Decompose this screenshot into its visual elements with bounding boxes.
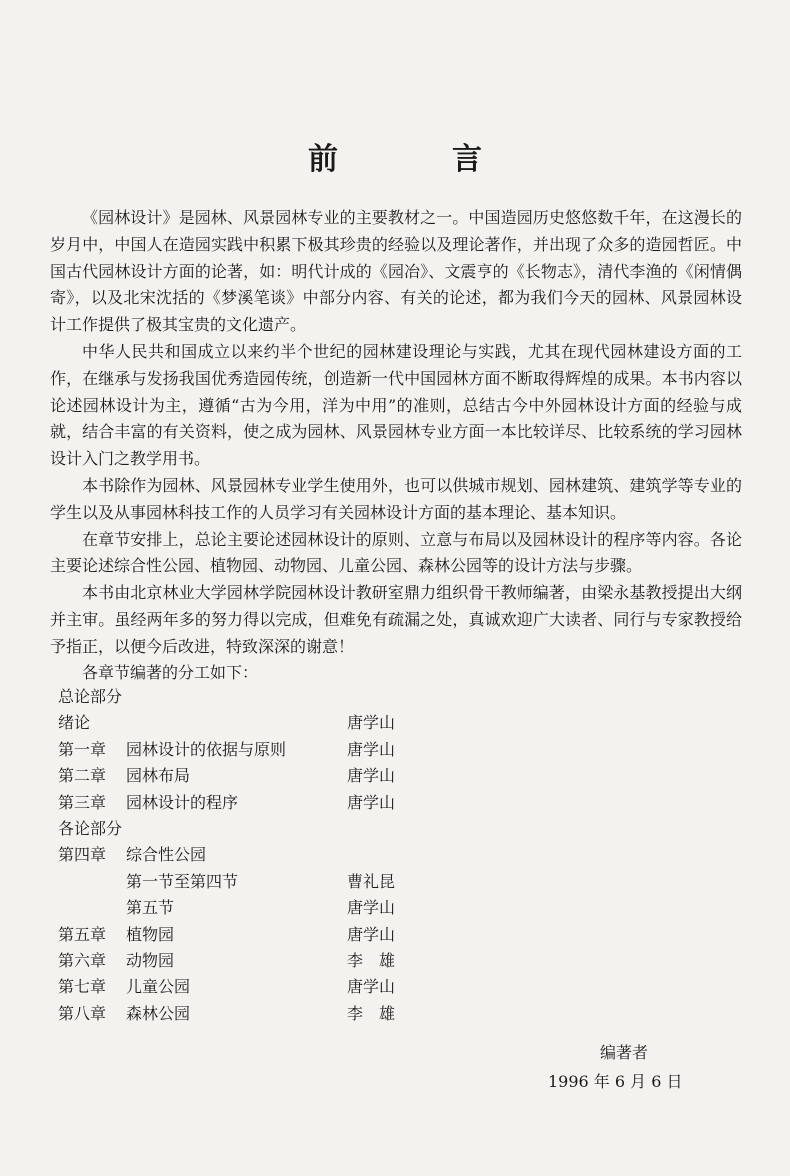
list-item xyxy=(0,1001,790,1027)
list-item xyxy=(0,816,790,842)
preface-body xyxy=(50,205,742,661)
author-name: 唐学山 xyxy=(347,924,396,944)
author-name: 唐学山 xyxy=(347,977,396,997)
author-name: 唐学山 xyxy=(347,766,396,786)
chapter-name: 园林设计的依据与原则 xyxy=(126,739,287,759)
list-item xyxy=(0,790,790,816)
chapter-number: 第五章 xyxy=(58,924,107,944)
list-item xyxy=(0,737,790,763)
part-heading: 总论部分 xyxy=(58,687,123,706)
chapter-name: 园林设计的程序 xyxy=(126,792,239,812)
chapter-name: 儿童公园 xyxy=(126,977,191,997)
chapter-number: 第二章 xyxy=(58,766,107,786)
chapter-name: 森林公园 xyxy=(126,1003,191,1023)
chapter-name: 动物园 xyxy=(126,950,175,970)
chapter-number: 第四章 xyxy=(58,845,107,865)
author-name: 曹礼昆 xyxy=(347,871,396,891)
chapter-name: 综合性公园 xyxy=(126,845,207,865)
list-item xyxy=(0,948,790,974)
paragraph: 本书由北京林业大学园林学院园林设计教研室鼎力组织骨干教师编著，由梁永基教授提出大纲并主审。虽经两年多的努力得以完成，但难免有疏漏之处，真诚欢迎广大读者、同行与专家教授给予指正，以便今后改进，特致深深的谢意！ xyxy=(50,583,742,656)
list-item xyxy=(0,869,790,895)
list-item xyxy=(0,922,790,948)
author-name: 唐学山 xyxy=(347,739,396,759)
author-name: 唐学山 xyxy=(347,792,396,812)
author-name: 李 雄 xyxy=(347,950,396,970)
section-name: 第五节 xyxy=(126,898,175,918)
signature-date: 1996 年 6 月 6 日 xyxy=(548,1072,683,1091)
list-item xyxy=(0,974,790,1000)
page-title: 前 言 xyxy=(308,142,524,177)
list-item xyxy=(0,895,790,921)
paragraph: 《园林设计》是园林、风景园林专业的主要教材之一。中国造园历史悠悠数千年，在这漫长的岁月中，中国人在造园实践中积累下极其珍贵的经验以及理论著作，并出现了众多的造园哲匠。中国古代园林设计方面的论著，如：明代计成的《园冶》、文震亨的《长物志》，清代李渔的《闲情偶寄》，以及北宋沈括的《梦溪笔谈》中部分内容、有关的论述，都为我们今天的园林、风景园林设计工作提供了极其宝贵的文化遗产。 xyxy=(50,208,742,335)
chapter-name: 园林布局 xyxy=(126,766,191,786)
paragraph: 本书除作为园林、风景园林专业学生使用外，也可以供城市规划、园林建筑、建筑学等专业的学生以及从事园林科技工作的人员学习有关园林设计方面的基本理论、基本知识。 xyxy=(50,475,742,522)
signature-author: 编著者 xyxy=(600,1043,649,1062)
chapter-number: 第八章 xyxy=(58,1003,107,1023)
paragraph: 在章节安排上，总论主要论述园林设计的原则、立意与布局以及园林设计的程序等内容。各论主要论述综合性公园、植物园、动物园、儿童公园、森林公园等的设计方法与步骤。 xyxy=(50,529,742,576)
list-item xyxy=(0,684,790,710)
chapter-name: 植物园 xyxy=(126,924,175,944)
part-heading: 各论部分 xyxy=(58,818,123,838)
list-item xyxy=(0,763,790,789)
chapter-number: 第一章 xyxy=(58,739,107,759)
author-name: 唐学山 xyxy=(347,713,396,733)
author-name: 李 雄 xyxy=(347,1003,396,1023)
chapter-number: 第六章 xyxy=(58,950,107,970)
authorship-list xyxy=(0,684,790,1027)
list-item xyxy=(0,842,790,868)
list-item xyxy=(0,710,790,736)
chapter-name: 绪论 xyxy=(58,713,91,733)
chapter-number: 第七章 xyxy=(58,977,107,997)
chapter-number: 第三章 xyxy=(58,792,107,812)
author-name: 唐学山 xyxy=(347,898,396,918)
paragraph: 中华人民共和国成立以来约半个世纪的园林建设理论与实践，尤其在现代园林建设方面的工作，在继承与发扬我国优秀造园传统，创造新一代中国园林方面不断取得辉煌的成果。本书内容以论述园林设计为主，遵循“古为今用，洋为中用”的准则，总结古今中外园林设计方面的经验与成就，结合丰富的有关资料，使之成为园林、风景园林专业方面一本比较详尽、比较系统的学习园林设计入门之教学用书。 xyxy=(50,341,742,469)
division-intro: 各章节编著的分工如下： xyxy=(82,663,259,682)
section-name: 第一节至第四节 xyxy=(126,871,239,891)
